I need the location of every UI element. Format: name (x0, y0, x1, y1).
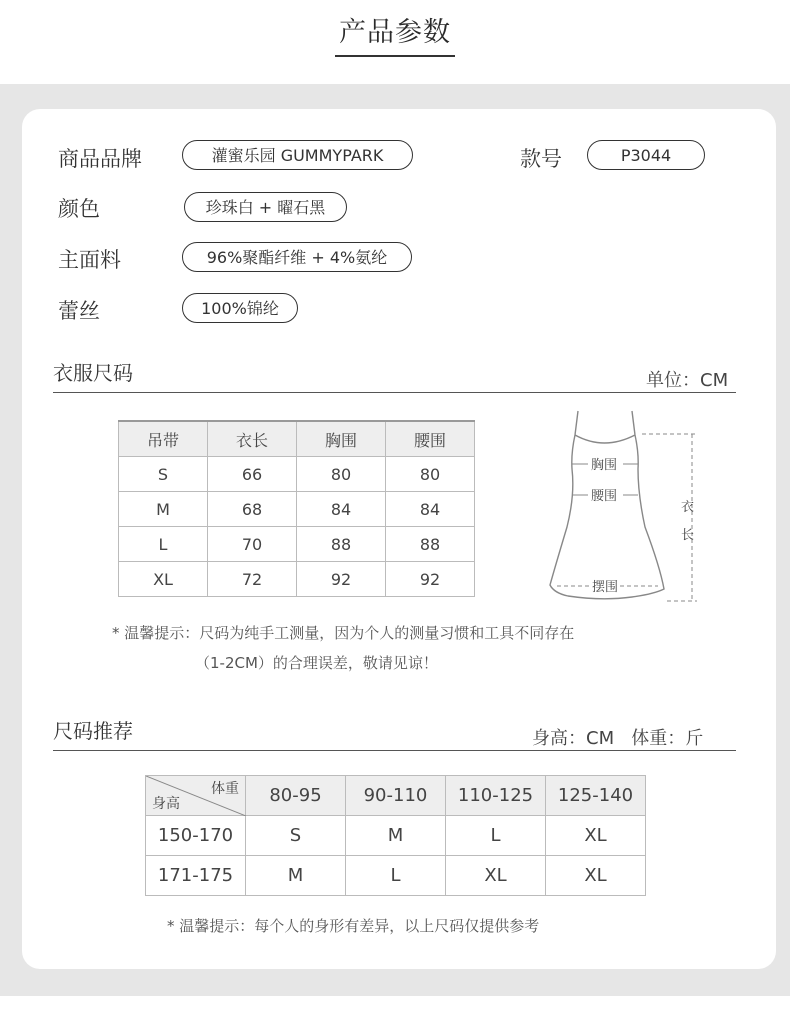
size-table-header (119, 421, 475, 457)
size-section-divider (53, 392, 736, 393)
table-cell: 92 (297, 562, 386, 597)
table-cell: 84 (386, 492, 475, 527)
recommend-table-header (146, 776, 646, 816)
header-cell: 胸围 (297, 421, 386, 457)
table-cell: 80 (297, 457, 386, 492)
table-cell: 66 (208, 457, 297, 492)
recommend-table (145, 775, 646, 896)
table-cell: 68 (208, 492, 297, 527)
length-label-1: 衣 (681, 500, 695, 515)
recommend-unit: 身高：CM 体重：斤 (532, 728, 704, 749)
table-cell: 88 (297, 527, 386, 562)
header-cell: 腰围 (386, 421, 475, 457)
recommend-section-divider (53, 750, 736, 751)
table-row (119, 492, 475, 527)
size-cell: XL (546, 816, 646, 856)
height-cell: 171-175 (146, 856, 246, 896)
model-label: 款号 (520, 147, 562, 171)
weight-header: 80-95 (246, 776, 346, 816)
size-unit: 单位：CM (646, 370, 729, 391)
weight-header: 90-110 (346, 776, 446, 816)
table-cell: XL (119, 562, 208, 597)
table-row (119, 562, 475, 597)
recommend-section-title: 尺码推荐 (53, 719, 133, 743)
dress-neckline (575, 435, 635, 443)
header-cell: 吊带 (119, 421, 208, 457)
size-section-title: 衣服尺码 (53, 361, 133, 385)
size-cell: S (246, 816, 346, 856)
color-value: 珍珠白 + 曜石黑 (184, 192, 347, 222)
size-table (118, 420, 475, 597)
lace-value: 100%锦纶 (182, 293, 298, 323)
spec-card (22, 109, 776, 969)
model-value: P3044 (587, 140, 705, 170)
brand-label: 商品品牌 (58, 147, 142, 171)
table-row (119, 527, 475, 562)
size-note-line1: * 温馨提示：尺码为纯手工测量，因为个人的测量习惯和工具不同存在 (112, 624, 575, 642)
table-cell: 88 (386, 527, 475, 562)
table-cell: 92 (386, 562, 475, 597)
table-cell: L (119, 527, 208, 562)
table-cell: 84 (297, 492, 386, 527)
brand-value: 灌蜜乐园 GUMMYPARK (182, 140, 413, 170)
hem-label: 摆围 (592, 580, 619, 595)
table-row (146, 856, 646, 896)
recommend-note: * 温馨提示：每个人的身形有差异，以上尺码仅提供参考 (167, 917, 540, 935)
fabric-label: 主面料 (58, 248, 121, 272)
size-cell: L (346, 856, 446, 896)
chest-label: 胸围 (591, 458, 618, 473)
size-cell: XL (446, 856, 546, 896)
table-cell: M (119, 492, 208, 527)
lace-label: 蕾丝 (58, 299, 100, 323)
weight-header: 125-140 (546, 776, 646, 816)
table-cell: 70 (208, 527, 297, 562)
table-row (119, 457, 475, 492)
dress-diagram (542, 407, 702, 607)
page-title-wrap (0, 10, 790, 57)
table-cell: 72 (208, 562, 297, 597)
waist-label: 腰围 (591, 489, 618, 504)
corner-cell (146, 776, 246, 816)
corner-height-label: 身高 (152, 796, 180, 812)
length-label-2: 长 (681, 528, 695, 543)
size-cell: XL (546, 856, 646, 896)
header-cell: 衣长 (208, 421, 297, 457)
dress-outline (550, 411, 664, 599)
color-label: 颜色 (58, 197, 100, 221)
weight-header: 110-125 (446, 776, 546, 816)
table-cell: S (119, 457, 208, 492)
size-cell: M (246, 856, 346, 896)
size-cell: L (446, 816, 546, 856)
corner-weight-label: 体重 (211, 781, 239, 797)
height-cell: 150-170 (146, 816, 246, 856)
fabric-value: 96%聚酯纤维 + 4%氨纶 (182, 242, 412, 272)
size-cell: M (346, 816, 446, 856)
size-note-line2: （1-2CM）的合理误差，敬请见谅！ (195, 654, 438, 672)
page-title: 产品参数 (335, 10, 455, 57)
table-row (146, 816, 646, 856)
table-cell: 80 (386, 457, 475, 492)
